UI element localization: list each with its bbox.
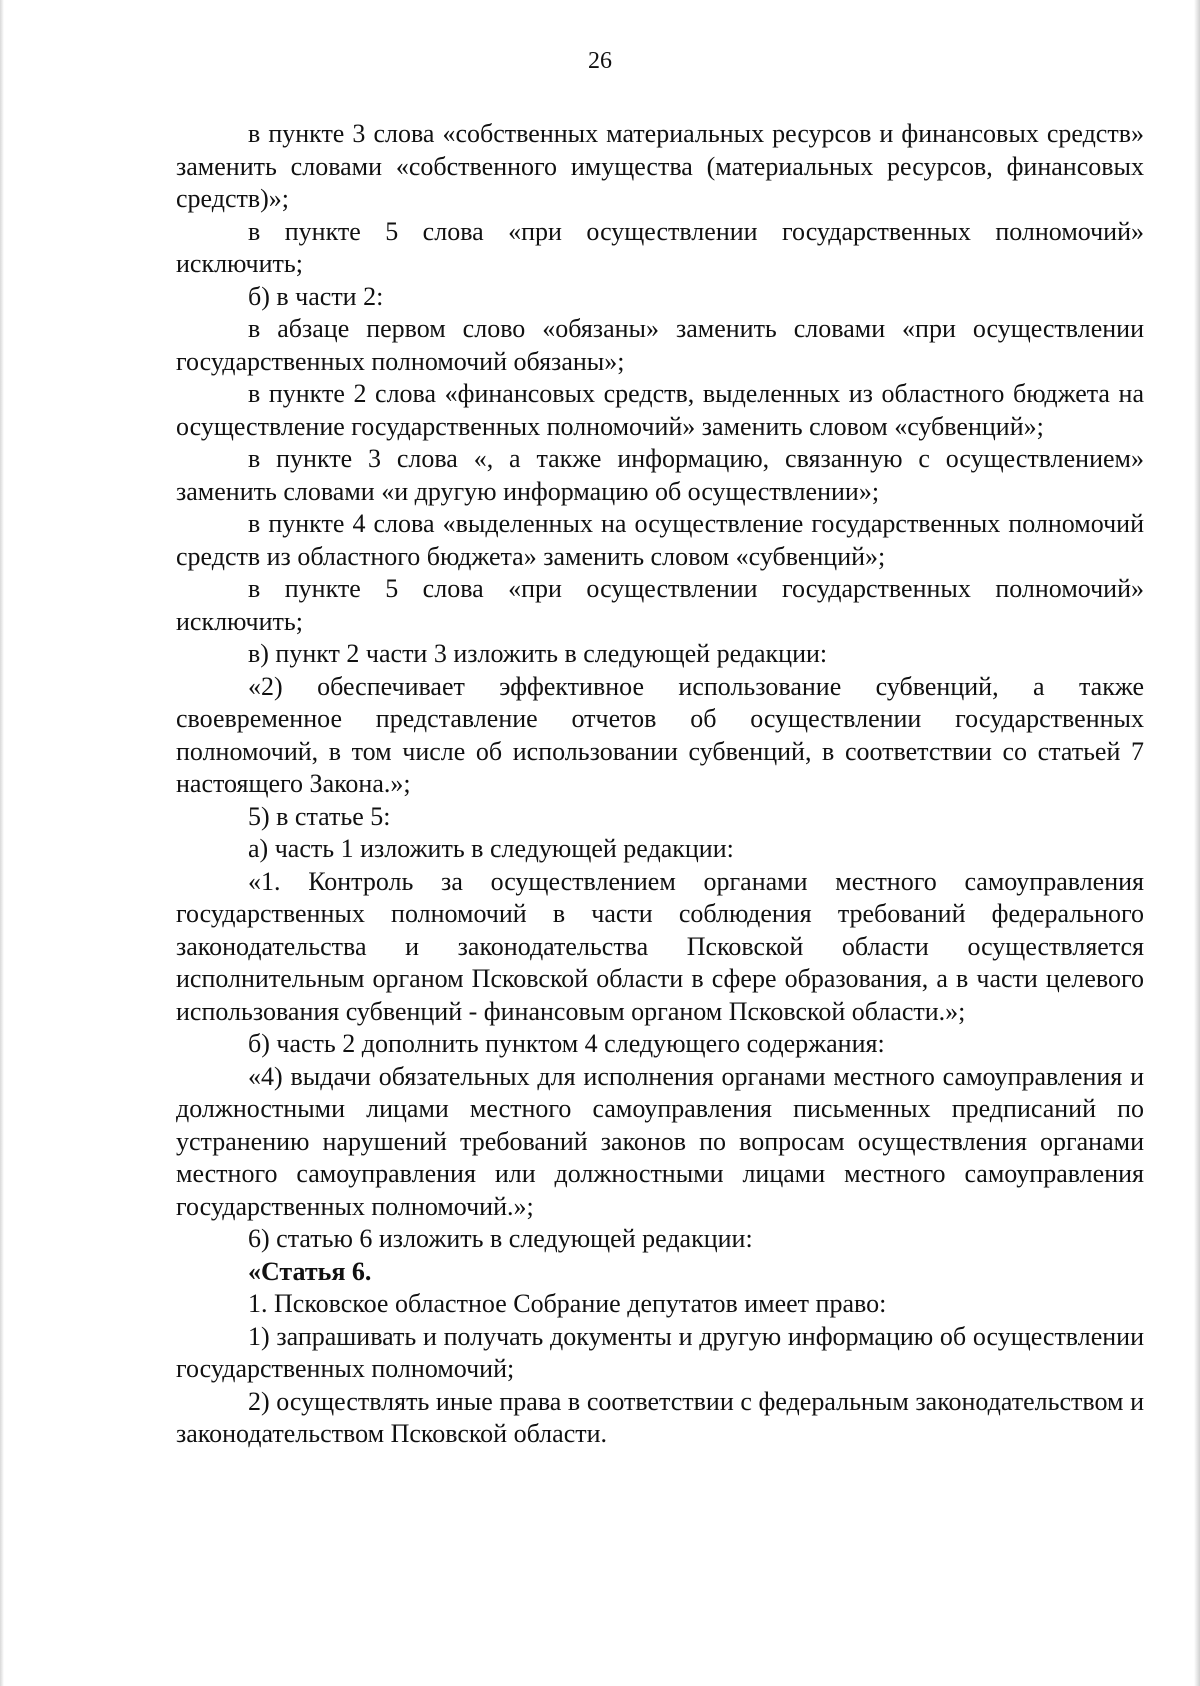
scan-edge-left: [0, 0, 4, 1686]
paragraph: в) пункт 2 части 3 изложить в следующей редакции:: [248, 639, 828, 668]
paragraph: в пункте 4 слова «выделенных на осуществление государственных полномочий средств из областного бюджета» заменить словом «субвенций»;: [176, 509, 1144, 571]
paragraph: «4) выдачи обязательных для исполнения органами местного самоуправления и должностными лицами местного самоуправления письменных предписаний по устранению нарушений требований законов по вопросам осуществления органами местного самоуправления или должностными лицами местного самоуправления государственных полномочий.»;: [176, 1061, 1144, 1221]
paragraph: в абзаце первом слово «обязаны» заменить словами «при осуществлении государственных полномочий обязаны»;: [176, 314, 1144, 376]
paragraph: 1. Псковское областное Собрание депутатов имеет право:: [248, 1289, 887, 1318]
paragraph: в пункте 2 слова «финансовых средств, выделенных из областного бюджета на осуществление государственных полномочий» заменить словом «субвенций»;: [176, 379, 1144, 441]
paragraph: «1. Контроль за осуществлением органами местного самоуправления государственных полномочий в части соблюдения требований федерального законодательства и законодательства Псковской области осуществляется исполнительным органом Псковской области в сфере образования, а в части целевого использования субвенций - финансовым органом Псковской области.»;: [176, 866, 1144, 1026]
scan-edge-right: [1194, 0, 1200, 1686]
paragraph: в пункте 3 слова «собственных материальных ресурсов и финансовых средств» заменить словами «собственного имущества (материальных ресурсов, финансовых средств)»;: [176, 119, 1144, 213]
paragraph: 6) статью 6 изложить в следующей редакции:: [248, 1224, 753, 1253]
paragraph: 2) осуществлять иные права в соответствии с федеральным законодательством и законодательством Псковской области.: [176, 1386, 1144, 1448]
paragraph: в пункте 5 слова «при осуществлении государственных полномочий» исключить;: [176, 216, 1144, 278]
page-number: 26: [588, 48, 612, 74]
paragraph: 5) в статье 5:: [248, 801, 391, 831]
paragraph: «2) обеспечивает эффективное использование субвенций, а также своевременное представление отчетов об осуществлении государственных полномочий, в том числе об использовании субвенций, в соответствии со статьей 7 настоящего Закона.»;: [176, 671, 1144, 798]
paragraph: в пункте 3 слова «, а также информацию, связанную с осуществлением» заменить словами «и другую информацию об осуществлении»;: [176, 444, 1144, 506]
paragraph: а) часть 1 изложить в следующей редакции:: [248, 834, 734, 863]
paragraph: б) часть 2 дополнить пунктом 4 следующего содержания:: [248, 1029, 885, 1058]
document-body: [176, 118, 1144, 1451]
article-heading: «Статья 6.: [248, 1256, 372, 1286]
paragraph: 1) запрашивать и получать документы и другую информацию об осуществлении государственных полномочий;: [176, 1321, 1144, 1383]
paragraph: в пункте 5 слова «при осуществлении государственных полномочий» исключить;: [176, 574, 1144, 636]
paragraph: б) в части 2:: [248, 281, 384, 311]
